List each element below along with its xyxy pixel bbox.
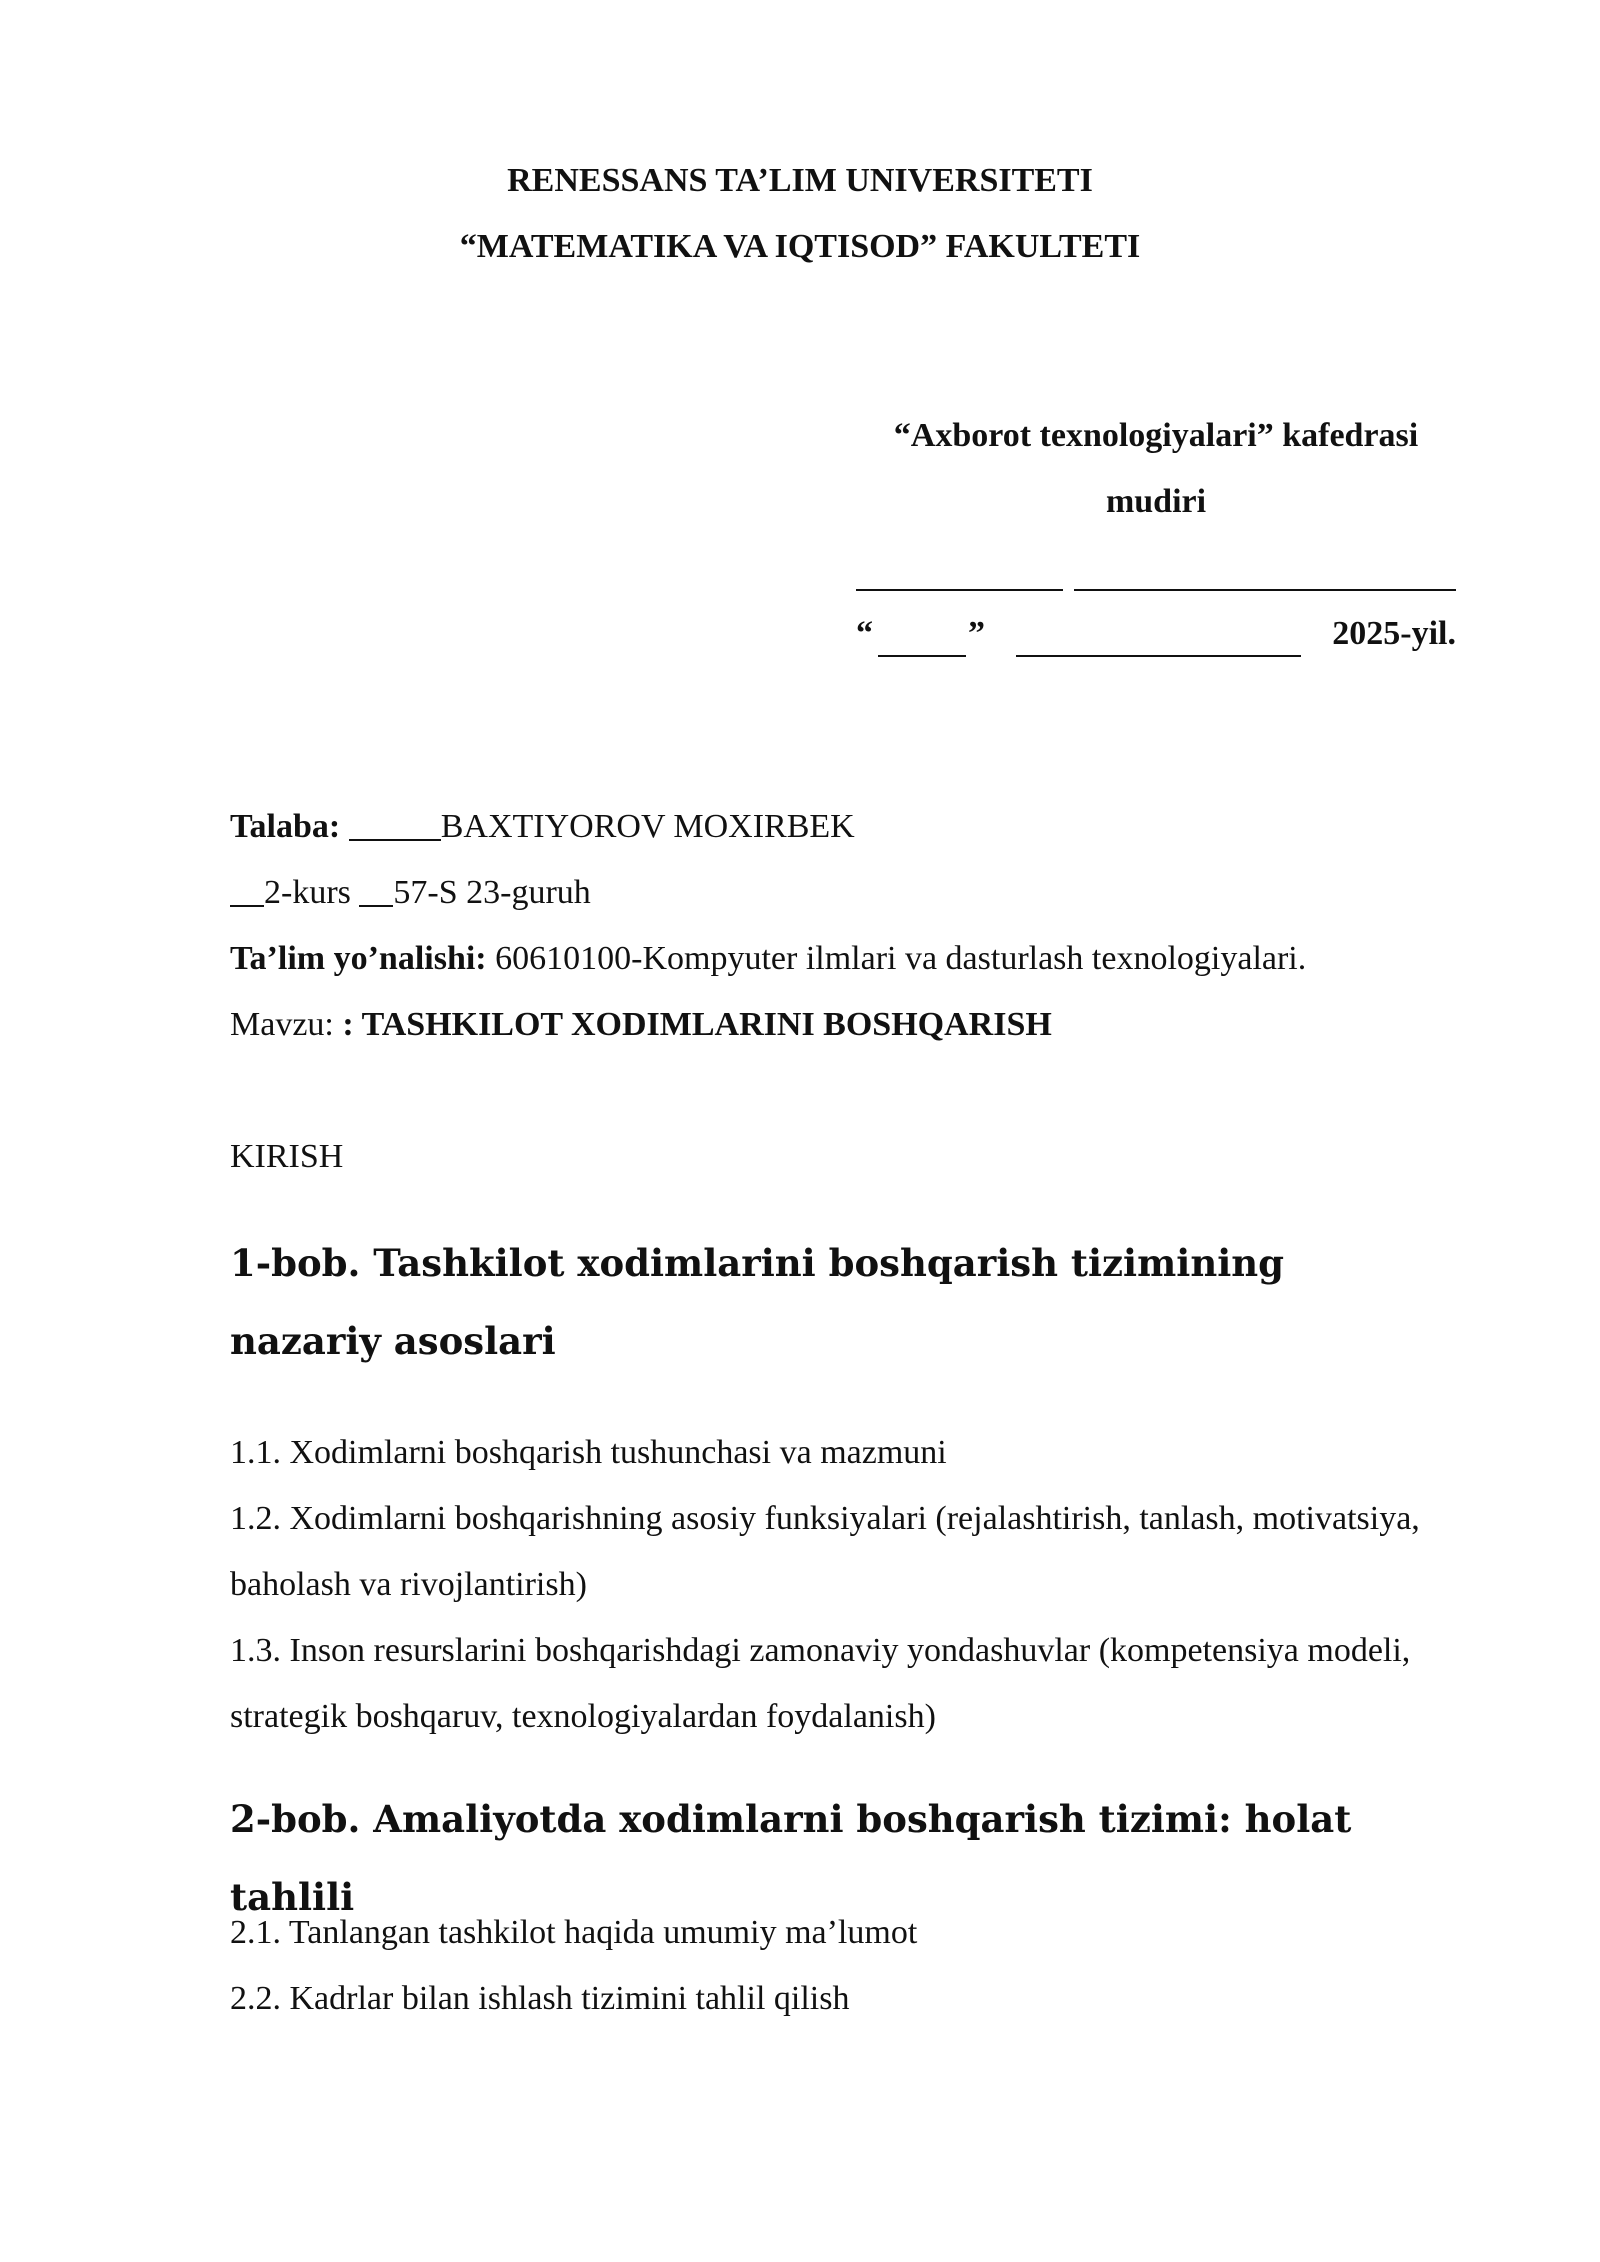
- topic-value: : TASHKILOT XODIMLARINI BOSHQARISH: [342, 1006, 1052, 1043]
- signature-blank: [856, 589, 1063, 591]
- department-head-title: mudiri: [1105, 483, 1207, 520]
- direction-value: 60610100-Kompyuter ilmlari va dasturlash texnologiyalari.: [486, 940, 1307, 977]
- chapter-1-sections: [230, 1420, 1460, 1750]
- direction-label: Ta’lim yo’nalishi:: [230, 940, 487, 977]
- approval-year: 2025-yil.: [1332, 615, 1456, 652]
- chapter-2-sections: [230, 1900, 1460, 2032]
- course-value: 2-kurs: [264, 874, 351, 911]
- date-close-quote: ”: [968, 615, 985, 652]
- section-item: 1.2. Xodimlarni boshqarishning asosiy funksiyalari (rejalashtirish, tanlash, motivatsiya, baholash va rivojlantirish): [230, 1500, 1420, 1603]
- group-blank: [359, 871, 393, 907]
- topic-label: Mavzu:: [230, 1006, 343, 1043]
- chapter-2-heading: 2-bob. Amaliyotda xodimlarni boshqarish tizimi: holat tahlili: [230, 1797, 1352, 1919]
- intro-heading: KIRISH: [230, 1138, 344, 1175]
- faculty-name: “MATEMATIKA VA IQTISOD” FAKULTETI: [459, 228, 1141, 265]
- direction-line: [230, 926, 1490, 992]
- section-item: 2.2. Kadrlar bilan ishlash tizimini tahlil qilish: [230, 1980, 850, 2017]
- section-item: 1.1. Xodimlarni boshqarish tushunchasi va mazmuni: [230, 1434, 947, 1471]
- approval-date-line: [856, 601, 1456, 667]
- approval-block: [856, 403, 1456, 667]
- department-name: “Axborot texnologiyalari” kafedrasi: [893, 417, 1419, 454]
- month-blank: [1016, 655, 1301, 657]
- group-value: 57-S 23-guruh: [393, 874, 591, 911]
- course-group-line: [230, 860, 1490, 926]
- course-blank: [230, 871, 264, 907]
- university-name: RENESSANS TA’LIM UNIVERSITETI: [507, 162, 1093, 199]
- section-item: 2.1. Tanlangan tashkilot haqida umumiy ma’lumot: [230, 1914, 918, 1951]
- student-line: [230, 794, 1490, 860]
- date-open-quote: “: [856, 615, 873, 652]
- document-header: [0, 148, 1600, 280]
- student-label: Talaba:: [230, 808, 341, 845]
- signature-line: [856, 535, 1456, 601]
- topic-line: [230, 992, 1490, 1058]
- chapter-1-heading: 1-bob. Tashkilot xodimlarini boshqarish tizimining nazariy asoslari: [230, 1241, 1285, 1363]
- section-item: 1.3. Inson resurslarini boshqarishdagi zamonaviy yondashuvlar (kompetensiya modeli, strategik boshqaruv, texnologiyalardan foydalanish): [230, 1632, 1411, 1735]
- student-info: [230, 794, 1490, 1058]
- student-name: BAXTIYOROV MOXIRBEK: [440, 808, 855, 845]
- student-blank: [349, 805, 441, 841]
- day-blank: [878, 655, 966, 657]
- name-blank: [1074, 589, 1456, 591]
